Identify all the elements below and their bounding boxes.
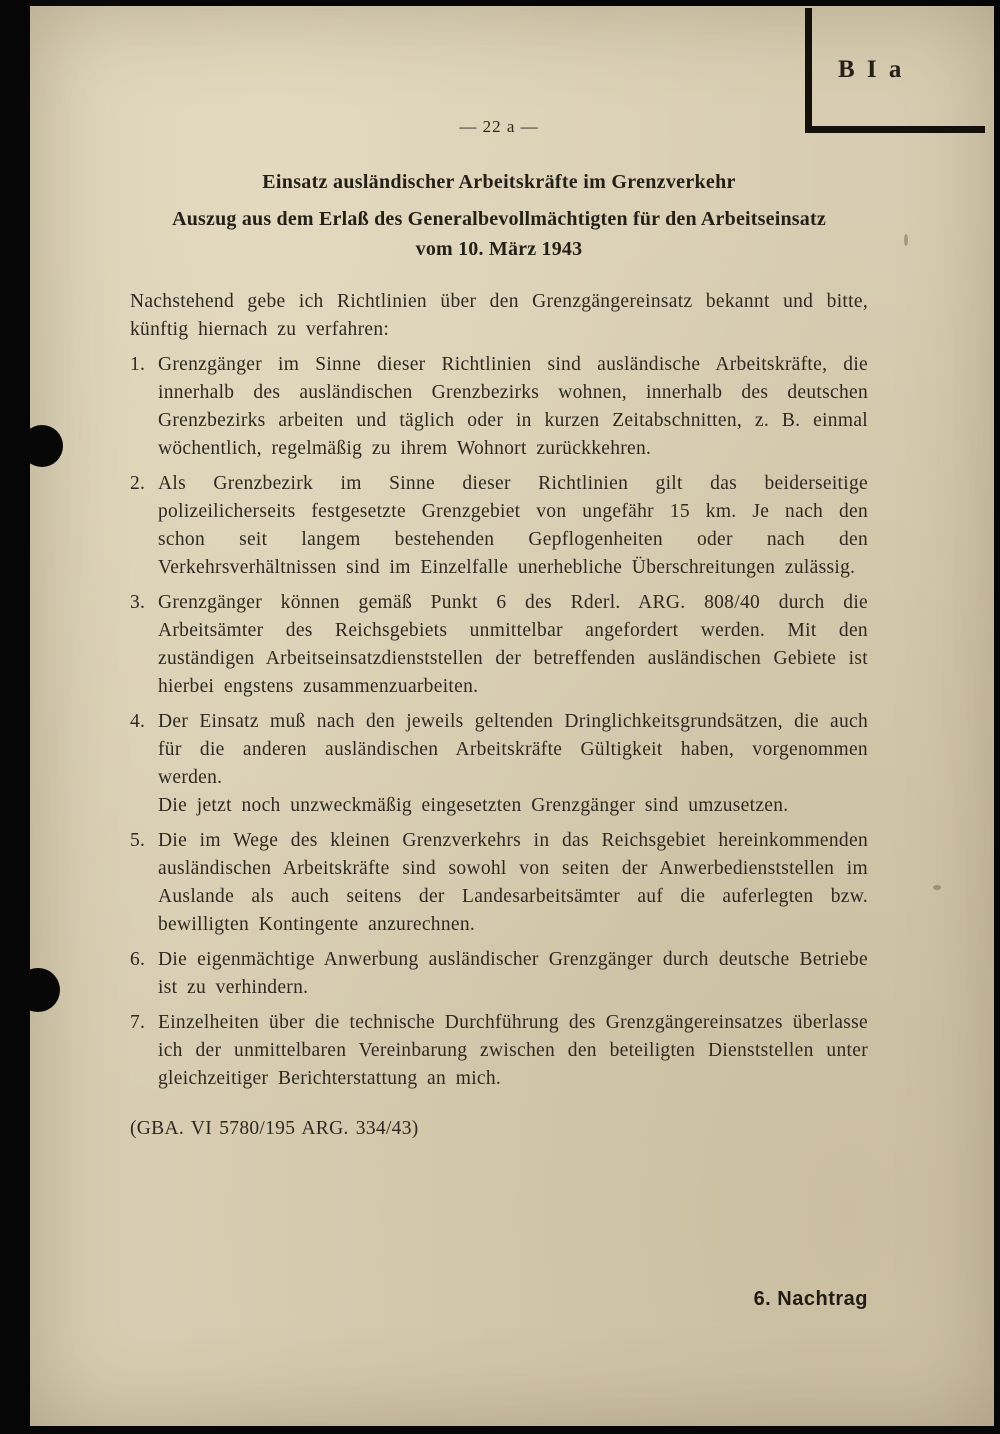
item-text: Grenzgänger im Sinne dieser Richtlinien sind ausländische Arbeitskräfte, die innerhalb des ausländischen Grenzbezirks wohnen, innerhalb des deutschen Grenzbezirks arbeiten und täglich oder in kurzen Zeitabschnitten, z. B. einmal wöchentlich, regelmäßig zu ihrem Wohnort zurückkehren. — [158, 354, 868, 459]
punch-hole — [21, 425, 63, 467]
item-text-block — [158, 470, 868, 582]
item-text-continued: Die jetzt noch unzweckmäßig eingesetzten Grenzgänger sind umzusetzen. — [158, 795, 789, 816]
punch-hole — [16, 968, 60, 1012]
item-text-block — [158, 708, 868, 820]
list-item — [130, 827, 868, 939]
document-title: Einsatz ausländischer Arbeitskräfte im Grenzverkehr — [262, 171, 736, 193]
reference-number: (GBA. VI 5780/195 ARG. 334/43) — [130, 1118, 419, 1139]
item-number: 1. — [130, 354, 146, 375]
scan-speck — [933, 885, 941, 890]
item-text: Der Einsatz muß nach den jeweils geltenden Dringlichkeitsgrundsätzen, die auch für die anderen ausländischen Arbeitskräfte Gültigkeit haben, vorgenommen werden. — [158, 711, 868, 788]
page-number: — 22 a — — [459, 117, 539, 136]
document-page — [30, 6, 994, 1426]
document-subtitle-line1: Auszug aus dem Erlaß des Generalbevollmächtigten für den Arbeitseinsatz — [172, 208, 826, 230]
list-item — [130, 946, 868, 1002]
item-text: Einzelheiten über die technische Durchführung des Grenzgängereinsatzes überlasse ich der unmittelbaren Vereinbarung zwischen den beteiligten Dienststellen unter gleichzeitiger Berichterstattung an mich. — [158, 1012, 868, 1089]
item-text: Die eigenmächtige Anwerbung ausländischer Grenzgänger durch deutsche Betriebe ist zu verhindern. — [158, 949, 868, 998]
item-text-block — [158, 827, 868, 939]
scan-speck — [904, 234, 908, 246]
item-number: 2. — [130, 473, 146, 494]
page-content — [30, 117, 994, 1143]
item-text-block — [158, 351, 868, 463]
item-number: 4. — [130, 711, 146, 732]
list-item — [130, 1009, 868, 1093]
item-text: Die im Wege des kleinen Grenzverkehrs in das Reichsgebiet hereinkommenden ausländischen Arbeitskräfte sind sowohl von seiten der Anwerbedienststellen im Auslande als auch seitens der Landesarbeitsämter auf die auferlegten bzw. bewilligten Kontingente anzurechnen. — [158, 830, 868, 935]
item-text: Grenzgänger können gemäß Punkt 6 des Rderl. ARG. 808/40 durch die Arbeitsämter des Reichsgebiets unmittelbar angefordert werden. Mit den zuständigen Arbeitseinsatzdienststellen der betreffenden ausländischen Gebiete ist hierbei engstens zusammenzuarbeiten. — [158, 592, 868, 697]
item-text: Als Grenzbezirk im Sinne dieser Richtlinien gilt das beiderseitige polizeilicherseits festgesetzte Grenzgebiet von ungefähr 15 km. Je nach den schon seit langem bestehenden Gepflogenheiten oder nach den Verkehrsverhältnissen sind im Einzelfalle unerhebliche Überschreitungen zulässig. — [158, 473, 868, 578]
item-number: 6. — [130, 949, 146, 970]
item-number: 3. — [130, 592, 146, 613]
list-item — [130, 708, 868, 820]
intro-paragraph: Nachstehend gebe ich Richtlinien über den Grenzgängereinsatz bekannt und bitte, künftig hiernach zu verfahren: — [130, 291, 868, 340]
item-number: 5. — [130, 830, 146, 851]
item-text-block — [158, 1009, 868, 1093]
item-text-block — [158, 589, 868, 701]
supplement-label: 6. Nachtrag — [753, 1288, 868, 1310]
item-text-block — [158, 946, 868, 1002]
list-item — [130, 351, 868, 463]
document-subtitle-line2: vom 10. März 1943 — [415, 238, 583, 260]
numbered-list — [130, 351, 868, 1093]
item-number: 7. — [130, 1012, 146, 1033]
list-item — [130, 470, 868, 582]
section-label: B I a — [838, 56, 905, 83]
section-corner-mark — [805, 8, 985, 133]
list-item — [130, 589, 868, 701]
